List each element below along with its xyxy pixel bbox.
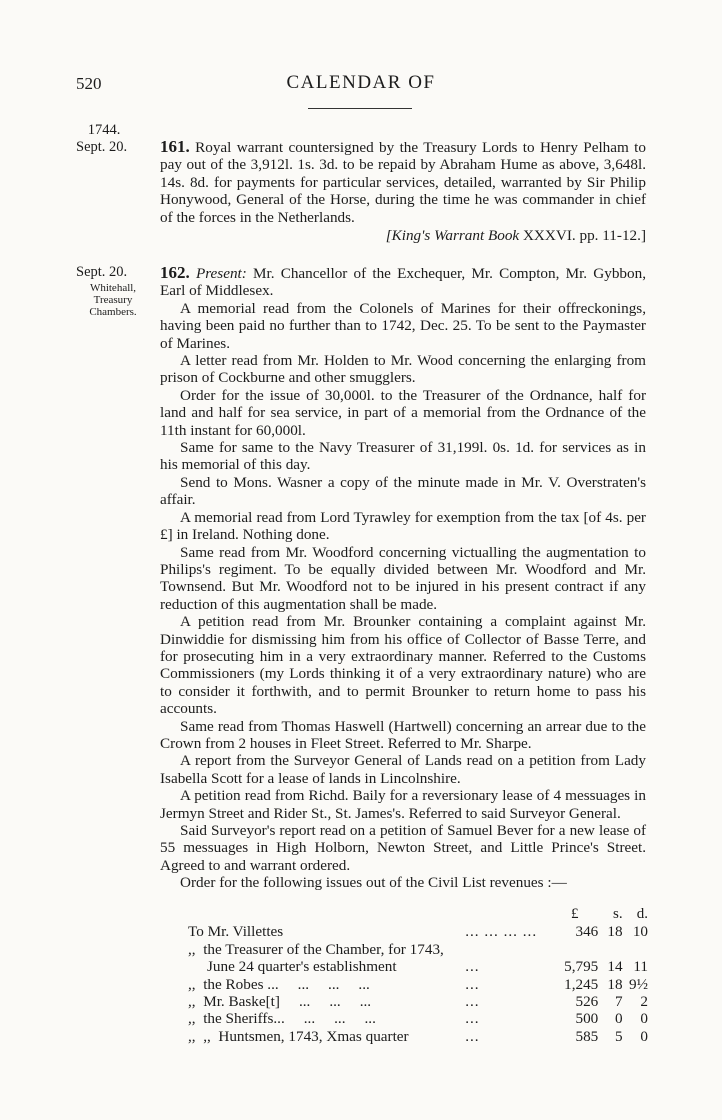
present-label: Present: [195,265,247,282]
row-leader: ... [465,958,480,976]
row-shillings: 18 [607,923,623,941]
table-row [188,976,648,993]
entry-paragraph: Same for same to the Navy Treasurer of 31,199l. 0s. 1d. for services as in his memorial of this day. [160,439,646,474]
entry-paragraph [160,138,646,226]
entry-number: 162. [160,263,190,282]
table-row [188,941,648,958]
row-pounds: 585 [575,1027,599,1045]
row-pounds: 346 [575,923,599,941]
entry-number: 161. [160,137,190,156]
entry-body [160,138,646,244]
row-shillings: 5 [614,1027,623,1045]
margin-year: 1744. [87,122,121,138]
page-header [0,64,722,94]
entry-paragraph: A memorial read from the Colonels of Marines for their offreckonings, having been paid no further than to 1742, Dec. 25. To be sent to the Paymaster of Marines. [160,299,646,352]
row-shillings: 14 [607,958,623,976]
row-pence: 9½ [629,975,648,993]
citation-book: [King's Warrant Book [385,227,520,245]
margin-place-text: Whitehall, Treasury Chambers. [89,282,137,318]
row-shillings: 7 [614,993,623,1011]
row-description: ,, ,, Huntsmen, 1743, Xmas quarter [188,1027,409,1045]
margin-date: Sept. 20. [76,264,128,280]
row-description: ,, the Treasurer of the Chamber, for 1743, [188,940,444,958]
row-description: ,, the Sheriffs... ... ... ... [188,1010,376,1028]
row-pence: 11 [633,958,648,976]
entry-paragraph: A letter read from Mr. Holden to Mr. Wood concerning the enlarging from prison of Cockburne and other smugglers. [160,352,646,387]
row-description: June 24 quarter's establishment [188,958,397,976]
table-row [188,923,648,940]
issues-table [188,906,648,1045]
header-rule [308,108,412,109]
entry-paragraph: A report from the Surveyor General of Lands read on a petition from Lady Isabella Scott for a lease of lands in Lincolnshire. [160,752,646,787]
citation [160,227,646,244]
entry-paragraph: A petition read from Mr. Brounker containing a complaint against Mr. Dinwiddie for dismissing him from his office of Collector of Basse Terre, and for prosecuting him in a very extraordinary manner. Referred to the Customs Commissioners (my Lords thinking it of a very extraordinary nature) who are to consider it forthwith, and to permit Brounker to return home to pass his accounts. [160,613,646,718]
row-leader: ... [465,1027,480,1045]
row-leader: ... [465,993,480,1011]
entry-paragraph: Send to Mons. Wasner a copy of the minute made in Mr. V. Overstraten's affair. [160,473,646,509]
entry-paragraph: Order for the following issues out of the Civil List revenues :— [180,874,567,892]
row-leader: ... [465,975,480,993]
row-shillings: 0 [614,1010,623,1028]
row-shillings: 18 [607,975,623,993]
row-pounds: 526 [575,993,599,1011]
entry-paragraph: Same read from Mr. Woodford concerning victualling the augmentation to Philips's regiment. To be equally divided between Mr. Woodford and Mr. Townsend. But Mr. Woodford not to be injured in his present contract if any reduction of this augmentation shall be made. [160,543,646,613]
entry-paragraph [160,264,646,300]
row-description: ,, Mr. Baske[t] ... ... ... [188,993,372,1011]
entry-paragraph: A petition read from Richd. Baily for a reversionary lease of 4 messuages in Jermyn Street and Rider St., St. James's. Referred to said Surveyor General. [160,787,646,822]
row-pence: 0 [640,1010,648,1028]
row-pounds: 500 [575,1010,599,1028]
table-row [188,1010,648,1027]
row-leader: ... [465,1010,480,1028]
entry-paragraph: Said Surveyor's report read on a petition of Samuel Bever for a new lease of 55 messuages in High Holborn, Newton Street, and Little Prince's Street. Agreed to and warrant ordered. [160,822,646,874]
entry-paragraph: Order for the issue of 30,000l. to the Treasurer of the Ordnance, half for land and half for sea service, in part of a memorial from the Ordnance of the 11th instant for 60,000l. [160,386,646,439]
row-pounds: 5,795 [564,958,599,976]
row-pounds: 1,245 [564,975,599,993]
page-number: 520 [76,74,102,93]
row-leader: ... ... ... ... [465,923,538,941]
pence-header: d. [636,906,648,922]
entry-paragraph: Same read from Thomas Haswell (Hartwell) concerning an arrear due to the Crown from 2 houses in Fleet Street. Referred to Mr. Sharpe. [160,717,646,752]
citation-ref: XXXVI. pp. 11-12.] [522,227,646,245]
table-row [188,958,648,975]
entry-body [160,264,646,892]
present-list: Mr. Chancellor of the Exchequer, Mr. Compton, Mr. Gybbon, Earl of Middlesex. [160,265,647,300]
margin-date: Sept. 20. [76,139,128,155]
entry-text: Royal warrant countersigned by the Treasury Lords to Henry Pelham to pay out of the 3,912l. 1s. 3d. to be repaid by Abraham Hume as above, 3,648l. 14s. 8d. for payments for particular services, detailed, warranted by Sir Philip Honywood, General of the Horse, during the time he was commander in chief of the forces in the Netherlands. [160,139,646,226]
shillings-header: s. [612,906,623,922]
running-head: CALENDAR OF [286,72,436,93]
table-row [188,993,648,1010]
pounds-header: £ [570,906,579,922]
margin-place [76,282,154,318]
table-header-row [188,906,648,923]
row-pence: 2 [640,993,648,1011]
entry-paragraph: A memorial read from Lord Tyrawley for exemption from the tax [of 4s. per £] in Ireland. Nothing done. [160,508,646,544]
table-row [188,1028,648,1045]
row-description: To Mr. Villettes [188,923,284,941]
row-pence: 0 [640,1027,648,1045]
row-description: ,, the Robes ... ... ... ... [188,975,370,993]
row-pence: 10 [632,923,648,941]
